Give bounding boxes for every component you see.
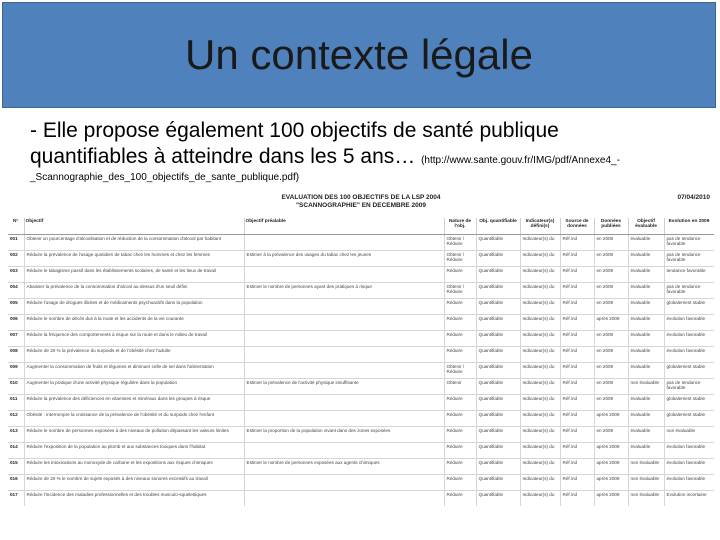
bullet-line-2-text: quantifiables à atteindre dans les 5 ans…: [30, 145, 416, 168]
table-cell-pub: en 2009: [594, 362, 628, 378]
table-cell-ind: Indicateur(s) du: [520, 330, 560, 346]
table-cell-ind: Indicateur(s) du: [520, 314, 560, 330]
table-cell-prealable: Estimer la proportion de la population vivant dans des zones exposées: [244, 426, 444, 442]
table-cell-num: 003: [8, 266, 24, 282]
table-cell-prealable: [244, 410, 444, 426]
table-cell-src: Réf ind: [560, 458, 594, 474]
column-header: Indicateur(s) défini(s): [520, 218, 560, 234]
document-header: [8, 190, 714, 210]
table-cell-evo: tendance favorable: [664, 266, 714, 282]
table-cell-eval: évaluable: [628, 346, 664, 362]
table-cell-quant: Quantifiable: [476, 298, 520, 314]
table-cell-objectif: Abaisser la prévalence de la consommation d'alcool au-dessus d'un seuil défini: [24, 282, 244, 298]
table-cell-ind: Indicateur(s) du: [520, 458, 560, 474]
table-cell-quant: Quantifiable: [476, 250, 520, 266]
table-cell-src: Réf ind: [560, 378, 594, 394]
column-header: Obj. quantifiable: [476, 218, 520, 234]
table-cell-eval: évaluable: [628, 394, 664, 410]
table-cell-src: Réf ind: [560, 362, 594, 378]
table-row: [8, 314, 714, 330]
bullet-line-2: [30, 144, 710, 170]
table-cell-ind: Indicateur(s) du: [520, 250, 560, 266]
table-cell-evo: évolution favorable: [664, 458, 714, 474]
table-cell-num: 004: [8, 282, 24, 298]
table-cell-ind: Indicateur(s) du: [520, 362, 560, 378]
table-cell-ind: Indicateur(s) du: [520, 282, 560, 298]
table-row: [8, 346, 714, 362]
table-cell-num: 014: [8, 442, 24, 458]
table-cell-num: 013: [8, 426, 24, 442]
table-cell-pub: en 2009: [594, 298, 628, 314]
table-cell-objectif: Augmenter la pratique d'une activité physique régulière dans la population: [24, 378, 244, 394]
table-cell-evo: évolution favorable: [664, 314, 714, 330]
table-cell-objectif: Réduire l'usage de drogues illicites et de médicaments psychoactifs dans la population: [24, 298, 244, 314]
table-cell-pub: en 2008: [594, 282, 628, 298]
table-cell-quant: Quantifiable: [476, 362, 520, 378]
column-header: Objectif préalable: [244, 218, 444, 234]
table-cell-objectif: Réduire l'incidence des maladies professionnelles et des troubles musculo-squelettiques: [24, 490, 244, 506]
document-date: 07/04/2010: [677, 194, 710, 201]
table-cell-pub: après 2009: [594, 474, 628, 490]
table-row: [8, 394, 714, 410]
table-cell-pub: en 2008: [594, 234, 628, 250]
table-cell-prealable: [244, 394, 444, 410]
table-cell-prealable: Estimer à la prévalence des usages du tabac chez les jeunes: [244, 250, 444, 266]
table-cell-evo: évolution favorable: [664, 474, 714, 490]
table-cell-num: 011: [8, 394, 24, 410]
table-cell-src: Réf ind: [560, 234, 594, 250]
table-cell-quant: Quantifiable: [476, 378, 520, 394]
table-cell-eval: évaluable: [628, 330, 664, 346]
table-cell-nature: Réduire: [444, 490, 476, 506]
table-row: [8, 282, 714, 298]
table-cell-evo: Evolution incertaine: [664, 490, 714, 506]
table-cell-pub: après 2009: [594, 410, 628, 426]
table-body: [8, 234, 714, 506]
table-cell-nature: Obtenir / Réduire: [444, 282, 476, 298]
table-cell-objectif: Obtenir un pourcentage d'alcoolisation et de réduction de la consommation d'alcool par habitant: [24, 234, 244, 250]
slide-title-box: [2, 2, 716, 108]
table-cell-evo: globalement stable: [664, 394, 714, 410]
table-cell-evo: évolution favorable: [664, 442, 714, 458]
column-header: Objectif évaluable: [628, 218, 664, 234]
table-cell-src: Réf ind: [560, 426, 594, 442]
table-cell-nature: Réduire: [444, 394, 476, 410]
table-cell-evo: non évaluable: [664, 426, 714, 442]
table-cell-prealable: [244, 330, 444, 346]
table-row: [8, 458, 714, 474]
scanned-document: [8, 190, 714, 538]
table-cell-pub: en 2008: [594, 250, 628, 266]
slide-title: Un contexte légale: [185, 31, 533, 78]
table-cell-nature: Réduire: [444, 266, 476, 282]
table-cell-objectif: Réduire de 20 % le nombre de sujets exposés à des niveaux sonores excessifs au travail: [24, 474, 244, 490]
table-cell-pub: en 2008: [594, 330, 628, 346]
table-cell-eval: évaluable: [628, 250, 664, 266]
table-cell-src: Réf ind: [560, 394, 594, 410]
table-cell-pub: après 2009: [594, 490, 628, 506]
table-cell-ind: Indicateur(s) du: [520, 266, 560, 282]
table-cell-nature: Réduire: [444, 346, 476, 362]
table-cell-eval: évaluable: [628, 410, 664, 426]
table-cell-src: Réf ind: [560, 298, 594, 314]
table-cell-ind: Indicateur(s) du: [520, 490, 560, 506]
table-cell-nature: Réduire: [444, 426, 476, 442]
table-cell-eval: évaluable: [628, 298, 664, 314]
table-row: [8, 250, 714, 266]
column-header: Source de données: [560, 218, 594, 234]
table-cell-pub: après 2009: [594, 442, 628, 458]
table-cell-ind: Indicateur(s) du: [520, 346, 560, 362]
table-cell-quant: Quantifiable: [476, 330, 520, 346]
table-cell-nature: Réduire: [444, 410, 476, 426]
table-cell-objectif: Augmenter la consommation de fruits et légumes et diminuer celle de sel dans l'alimentation: [24, 362, 244, 378]
source-url-part2: _Scannographie_des_100_objectifs_de_sante_publique.pdf): [30, 172, 300, 183]
table-cell-quant: Quantifiable: [476, 234, 520, 250]
table-cell-objectif: Réduire la prévalence des déficiences en vitamines et minéraux dans les groupes à risque: [24, 394, 244, 410]
table-cell-ind: Indicateur(s) du: [520, 394, 560, 410]
table-cell-eval: non évaluable: [628, 378, 664, 394]
table-cell-src: Réf ind: [560, 490, 594, 506]
column-header: N°: [8, 218, 24, 234]
table-cell-num: 002: [8, 250, 24, 266]
table-cell-evo: pas de tendance favorable: [664, 282, 714, 298]
table-cell-eval: évaluable: [628, 442, 664, 458]
table-cell-evo: globalement stable: [664, 410, 714, 426]
table-cell-src: Réf ind: [560, 282, 594, 298]
table-cell-prealable: [244, 362, 444, 378]
table-row: [8, 490, 714, 506]
table-cell-eval: évaluable: [628, 234, 664, 250]
table-cell-prealable: Estimer le nombre de personnes ayant des pratiques à risque: [244, 282, 444, 298]
table-cell-num: 015: [8, 458, 24, 474]
column-header: Objectif: [24, 218, 244, 234]
table-cell-src: Réf ind: [560, 474, 594, 490]
table-cell-nature: Réduire: [444, 314, 476, 330]
table-cell-prealable: Estimer la prévalence de l'activité physique insuffisante: [244, 378, 444, 394]
table-row: [8, 410, 714, 426]
table-cell-evo: globalement stable: [664, 298, 714, 314]
table-cell-nature: Obtenir / Réduire: [444, 250, 476, 266]
table-cell-src: Réf ind: [560, 330, 594, 346]
table-row: [8, 426, 714, 442]
table-cell-ind: Indicateur(s) du: [520, 234, 560, 250]
table-cell-quant: Quantifiable: [476, 266, 520, 282]
table-cell-evo: pas de tendance favorable: [664, 250, 714, 266]
table-cell-num: 007: [8, 330, 24, 346]
table-row: [8, 234, 714, 250]
table-cell-objectif: Réduire le nombre de décès dus à la route et les accidents de la vie courante: [24, 314, 244, 330]
table-cell-src: Réf ind: [560, 314, 594, 330]
table-cell-pub: en 2008: [594, 378, 628, 394]
document-title-line2: "SCANNOGRAPHIE" EN DECEMBRE 2009: [295, 202, 427, 209]
table-cell-prealable: Estimer le nombre de personnes exposées aux agents chimiques: [244, 458, 444, 474]
table-cell-prealable: [244, 346, 444, 362]
column-header: Données publiées: [594, 218, 628, 234]
table-row: [8, 330, 714, 346]
table-cell-num: 016: [8, 474, 24, 490]
table-cell-src: Réf ind: [560, 346, 594, 362]
document-title-line1: EVALUATION DES 100 OBJECTIFS DE LA LSP 2004: [281, 194, 441, 201]
table-cell-nature: Réduire: [444, 458, 476, 474]
objectives-table: [8, 218, 714, 506]
table-cell-evo: globalement stable: [664, 362, 714, 378]
table-cell-eval: évaluable: [628, 282, 664, 298]
table-cell-ind: Indicateur(s) du: [520, 410, 560, 426]
table-cell-quant: Quantifiable: [476, 282, 520, 298]
table-cell-nature: Réduire: [444, 474, 476, 490]
table-cell-nature: Obtenir: [444, 378, 476, 394]
table-row: [8, 266, 714, 282]
table-cell-objectif: Réduire la prévalence de l'usage quotidien de tabac chez les hommes et chez les femmes: [24, 250, 244, 266]
table-cell-num: 001: [8, 234, 24, 250]
table-cell-evo: évolution favorable: [664, 346, 714, 362]
table-cell-pub: en 2009: [594, 266, 628, 282]
table-cell-nature: Réduire: [444, 298, 476, 314]
table-cell-num: 008: [8, 346, 24, 362]
table-row: [8, 442, 714, 458]
table-cell-eval: évaluable: [628, 266, 664, 282]
table-cell-prealable: [244, 234, 444, 250]
table-cell-quant: Quantifiable: [476, 490, 520, 506]
table-cell-eval: non évaluable: [628, 474, 664, 490]
table-cell-ind: Indicateur(s) du: [520, 298, 560, 314]
table-cell-src: Réf ind: [560, 266, 594, 282]
table-cell-pub: en 2009: [594, 394, 628, 410]
table-cell-pub: en 2009: [594, 426, 628, 442]
table-row: [8, 298, 714, 314]
table-cell-num: 012: [8, 410, 24, 426]
table-cell-prealable: [244, 314, 444, 330]
table-cell-nature: Réduire: [444, 330, 476, 346]
column-header: Evolution en 2009: [664, 218, 714, 234]
table-cell-src: Réf ind: [560, 410, 594, 426]
table-cell-num: 006: [8, 314, 24, 330]
table-cell-eval: non évaluable: [628, 490, 664, 506]
table-cell-objectif: Réduire le nombre de personnes exposées à des niveaux de pollution dépassant les valeurs limites: [24, 426, 244, 442]
table-cell-objectif: Réduire la fréquence des comportements à risque sur la route et dans le milieu de travail: [24, 330, 244, 346]
table-cell-pub: après 2009: [594, 458, 628, 474]
table-cell-nature: Obtenir / Réduire: [444, 362, 476, 378]
table-cell-pub: après 2009: [594, 314, 628, 330]
table-cell-quant: Quantifiable: [476, 346, 520, 362]
bullet-line-1: - Elle propose également 100 objectifs de santé publique: [30, 119, 559, 142]
table-cell-prealable: [244, 474, 444, 490]
table-cell-nature: Obtenir / Réduire: [444, 234, 476, 250]
table-cell-objectif: Réduire le tabagisme passif dans les établissements scolaires, de santé et les lieux de travail: [24, 266, 244, 282]
table-cell-quant: Quantifiable: [476, 458, 520, 474]
table-cell-prealable: [244, 442, 444, 458]
table-cell-eval: évaluable: [628, 362, 664, 378]
table-header-row: [8, 218, 714, 234]
table-cell-quant: Quantifiable: [476, 314, 520, 330]
table-cell-prealable: [244, 490, 444, 506]
table-cell-quant: Quantifiable: [476, 426, 520, 442]
table-cell-prealable: [244, 298, 444, 314]
table-row: [8, 378, 714, 394]
table-row: [8, 362, 714, 378]
source-url-part1: (http://www.sante.gouv.fr/IMG/pdf/Annexe4_-: [421, 155, 620, 166]
table-cell-ind: Indicateur(s) du: [520, 378, 560, 394]
table-cell-num: 009: [8, 362, 24, 378]
table-cell-quant: Quantifiable: [476, 410, 520, 426]
table-cell-prealable: [244, 266, 444, 282]
table-cell-src: Réf ind: [560, 250, 594, 266]
table-cell-evo: évolution favorable: [664, 330, 714, 346]
table-row: [8, 474, 714, 490]
table-cell-nature: Réduire: [444, 442, 476, 458]
table-cell-quant: Quantifiable: [476, 442, 520, 458]
table-cell-objectif: Réduire les intoxications au monoxyde de carbone et les expositions aux risques chimiques: [24, 458, 244, 474]
column-header: Nature de l'obj.: [444, 218, 476, 234]
table-cell-eval: évaluable: [628, 426, 664, 442]
table-cell-objectif: Obésité : interrompre la croissance de la prévalence de l'obésité et du surpoids chez l'enfant: [24, 410, 244, 426]
table-cell-objectif: Réduire l'exposition de la population au plomb et aux substances toxiques dans l'habitat: [24, 442, 244, 458]
table-cell-ind: Indicateur(s) du: [520, 426, 560, 442]
table-cell-objectif: Réduire de 20 % la prévalence du surpoids et de l'obésité chez l'adulte: [24, 346, 244, 362]
table-cell-src: Réf ind: [560, 442, 594, 458]
table-cell-num: 010: [8, 378, 24, 394]
table-cell-ind: Indicateur(s) du: [520, 442, 560, 458]
table-cell-quant: Quantifiable: [476, 394, 520, 410]
table-cell-eval: évaluable: [628, 314, 664, 330]
table-cell-pub: en 2009: [594, 346, 628, 362]
table-cell-num: 005: [8, 298, 24, 314]
table-cell-ind: Indicateur(s) du: [520, 474, 560, 490]
table-cell-quant: Quantifiable: [476, 474, 520, 490]
slide-body: [30, 118, 710, 170]
table-cell-eval: non évaluable: [628, 458, 664, 474]
table-cell-num: 017: [8, 490, 24, 506]
table-cell-evo: pas de tendance favorable: [664, 378, 714, 394]
table-cell-evo: pas de tendance favorable: [664, 234, 714, 250]
